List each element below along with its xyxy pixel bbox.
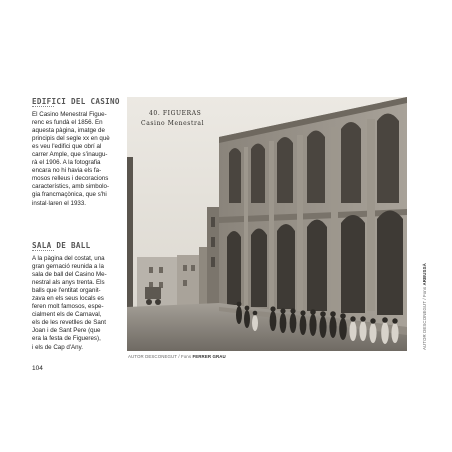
paragraph-line: nestral als anys trenta. Els [32,279,105,287]
side-credit-author: AUTOR DESCONEGUT [422,300,427,350]
paragraph-line: els de les revetlles de Sant [32,319,106,327]
paragraph-line: feren molt famosos, espe- [32,303,104,311]
section-heading-casino-building: EDIFICI DEL CASINO [32,97,120,106]
side-credit-separator: / [422,297,427,301]
paragraph-line: instal·laren el 1933. [32,199,87,207]
credit-author: AUTOR DESCONEGUT [128,354,178,359]
paragraph-line: rà el 1906. A la fotografia [32,159,101,167]
photo-printed-caption-line1: 40. FIGUERAS [149,110,202,117]
paragraph-line: zava en els seus locals es [32,295,104,303]
paragraph-line: principis del segle xx en què [32,135,110,143]
paragraph-line: característics, amb simbolo- [32,183,110,191]
paragraph-line: encara no hi havia els fa- [32,167,102,175]
section-paragraph-casino-building [32,111,122,208]
paragraph-line: sala de ball del Casino Me- [32,271,107,279]
credit-label: Fons [180,354,193,359]
paragraph-line: A la pàgina del costat, una [32,255,105,262]
paragraph-line: renc es fundà el 1856. En [32,119,103,127]
section-heading-dance-hall: SALA DE BALL [32,241,91,250]
paragraph-line: cialment els de Carnaval, [32,311,102,319]
section-paragraph-dance-hall [32,255,122,352]
photo-printed-caption-line2: Casino Menestral [141,120,205,127]
paragraph-line: i els de Cap d'Any. [32,343,83,351]
side-credit-label: Fons [422,285,427,298]
heading-dots-divider [32,106,54,109]
paragraph-line: aquesta pàgina, imatge de [32,127,105,135]
credit-separator: / [177,354,181,359]
heading-dots-divider [32,250,54,253]
paragraph-line: gran gernació reunida a la [32,263,104,271]
side-credit-source: ARBUSSÀ [422,263,427,286]
paragraph-line: balls que l'entitat organit- [32,287,101,295]
page-number: 104 [32,365,43,372]
paragraph-line: mosos relleus i decoracions [32,175,109,183]
paragraph-line: gia francmaçònica, que s'hi [32,191,107,199]
side-credit-text [422,263,427,350]
photo-illustration [127,97,407,351]
paragraph-line: El Casino Menestral Figue- [32,111,107,118]
photo-credit-caption [128,354,226,359]
paragraph-line: era la festa de Figueres), [32,335,101,343]
credit-source: FERRER GRAU [192,354,226,359]
paragraph-line: Joan i de Sant Pere (que [32,327,101,335]
paragraph-line: es veu l'edifici que obrí al [32,143,102,151]
side-photo-credit [420,260,430,380]
paragraph-line: carrer Ample, que s'inaugu- [32,151,108,159]
historic-photo-casino-street [127,97,407,351]
